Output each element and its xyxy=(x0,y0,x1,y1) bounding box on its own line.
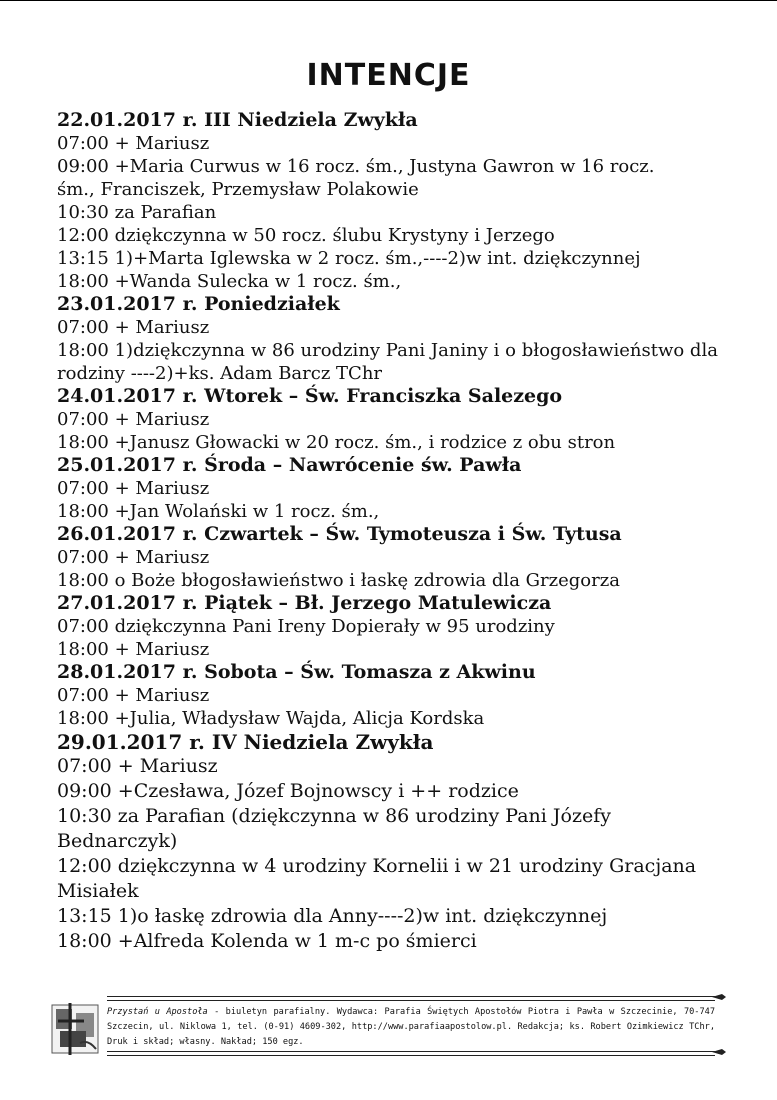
pen-icon xyxy=(712,1048,726,1056)
intention-line: 18:00 +Jan Wolański w 1 rocz. śm., xyxy=(57,501,380,522)
day-block xyxy=(57,109,727,293)
intention-line: 18:00 o Boże błogosławieństwo i łaskę zdrowia dla Grzegorza xyxy=(57,570,620,591)
intention-line: 07:00 + Mariusz xyxy=(57,478,210,499)
day-block xyxy=(57,454,727,523)
intention-line: 07:00 + Mariusz xyxy=(57,547,210,568)
intention-line: 13:15 1)o łaskę zdrowia dla Anny----2)w int. dziękczynnej xyxy=(57,905,608,927)
intention-line: 10:30 za Parafian (dziękczynna w 86 urodziny Pani Józefy xyxy=(57,805,611,827)
footer-rule-bottom xyxy=(107,1051,715,1052)
intentions-list xyxy=(57,109,727,954)
intention-line: 18:00 +Alfreda Kolenda w 1 m-c po śmierci xyxy=(57,930,477,952)
intention-line: 12:00 dziękczynna w 50 rocz. ślubu Krystyny i Jerzego xyxy=(57,225,555,246)
day-heading: 22.01.2017 r. III Niedziela Zwykła xyxy=(57,109,418,131)
intention-line: Bednarczyk) xyxy=(57,830,178,852)
intention-line: 18:00 +Wanda Sulecka w 1 rocz. śm., xyxy=(57,271,402,292)
top-border xyxy=(0,0,777,1)
day-block xyxy=(57,592,727,661)
intention-line: 07:00 dziękczynna Pani Ireny Dopierały w 95 urodziny xyxy=(57,616,555,637)
intention-line: 13:15 1)+Marta Iglewska w 2 rocz. śm.,----2)w int. dziękczynnej xyxy=(57,248,641,269)
intention-line: 18:00 1)dziękczynna w 86 urodziny Pani Janiny i o błogosławieństwo dla xyxy=(57,340,718,361)
footer-rule-top-thin xyxy=(107,1000,715,1001)
intention-line: 18:00 + Mariusz xyxy=(57,639,210,660)
footer xyxy=(50,993,730,1063)
intention-line: 07:00 + Mariusz xyxy=(57,755,218,777)
intention-line: 07:00 + Mariusz xyxy=(57,409,210,430)
intention-line: 09:00 +Czesława, Józef Bojnowscy i ++ rodzice xyxy=(57,780,519,802)
intention-line: Misiałek xyxy=(57,880,139,902)
intention-line: 09:00 +Maria Curwus w 16 rocz. śm., Justyna Gawron w 16 rocz. xyxy=(57,156,655,177)
day-heading: 28.01.2017 r. Sobota – Św. Tomasza z Akwinu xyxy=(57,661,536,683)
day-heading: 25.01.2017 r. Środa – Nawrócenie św. Pawła xyxy=(57,454,522,476)
parish-logo-icon xyxy=(50,999,102,1057)
day-block xyxy=(57,661,727,730)
day-heading: 29.01.2017 r. IV Niedziela Zwykła xyxy=(57,730,434,754)
page-title: INTENCJE xyxy=(306,58,471,93)
day-heading: 24.01.2017 r. Wtorek – Św. Franciszka Salezego xyxy=(57,385,563,407)
footer-rule-bottom-thin xyxy=(107,1055,715,1056)
day-heading: 23.01.2017 r. Poniedziałek xyxy=(57,293,340,315)
day-block xyxy=(57,523,727,592)
day-block xyxy=(57,385,727,454)
intention-line: 10:30 za Parafian xyxy=(57,202,217,223)
publication-details: - biuletyn parafialny. Wydawca: Parafia Świętych Apostołów Piotra i Pawła w Szczecinie, 70-747 Szczecin, ul. Niklowa 1, tel. (0-91) 4609-302, http://www.parafiaapostolow.pl. Redakcja; ks. Robert Ozimkiewicz TChr, Druk i skład; własny. Nakład; 150 egz. xyxy=(107,1007,715,1047)
intention-line: 07:00 + Mariusz xyxy=(57,685,210,706)
intention-line: śm., Franciszek, Przemysław Polakowie xyxy=(57,179,419,200)
intention-line: 18:00 +Janusz Głowacki w 20 rocz. śm., i rodzice z obu stron xyxy=(57,432,616,453)
day-heading: 26.01.2017 r. Czwartek – Św. Tymoteusza i Św. Tytusa xyxy=(57,523,622,545)
publication-name: Przystań u Apostoła xyxy=(107,1007,208,1017)
day-block xyxy=(57,730,727,954)
day-heading: 27.01.2017 r. Piątek – Bł. Jerzego Matulewicza xyxy=(57,592,552,614)
intention-line: 18:00 +Julia, Władysław Wajda, Alicja Kordska xyxy=(57,708,485,729)
intention-line: 07:00 + Mariusz xyxy=(57,317,210,338)
intention-line: 07:00 + Mariusz xyxy=(57,133,210,154)
day-block xyxy=(57,293,727,385)
footer-rule-top xyxy=(107,996,715,997)
intention-line: rodziny ----2)+ks. Adam Barcz TChr xyxy=(57,363,383,384)
pen-icon xyxy=(712,993,726,1001)
footer-text xyxy=(107,1005,715,1050)
intention-line: 12:00 dziękczynna w 4 urodziny Kornelii i w 21 urodziny Gracjana xyxy=(57,855,697,877)
